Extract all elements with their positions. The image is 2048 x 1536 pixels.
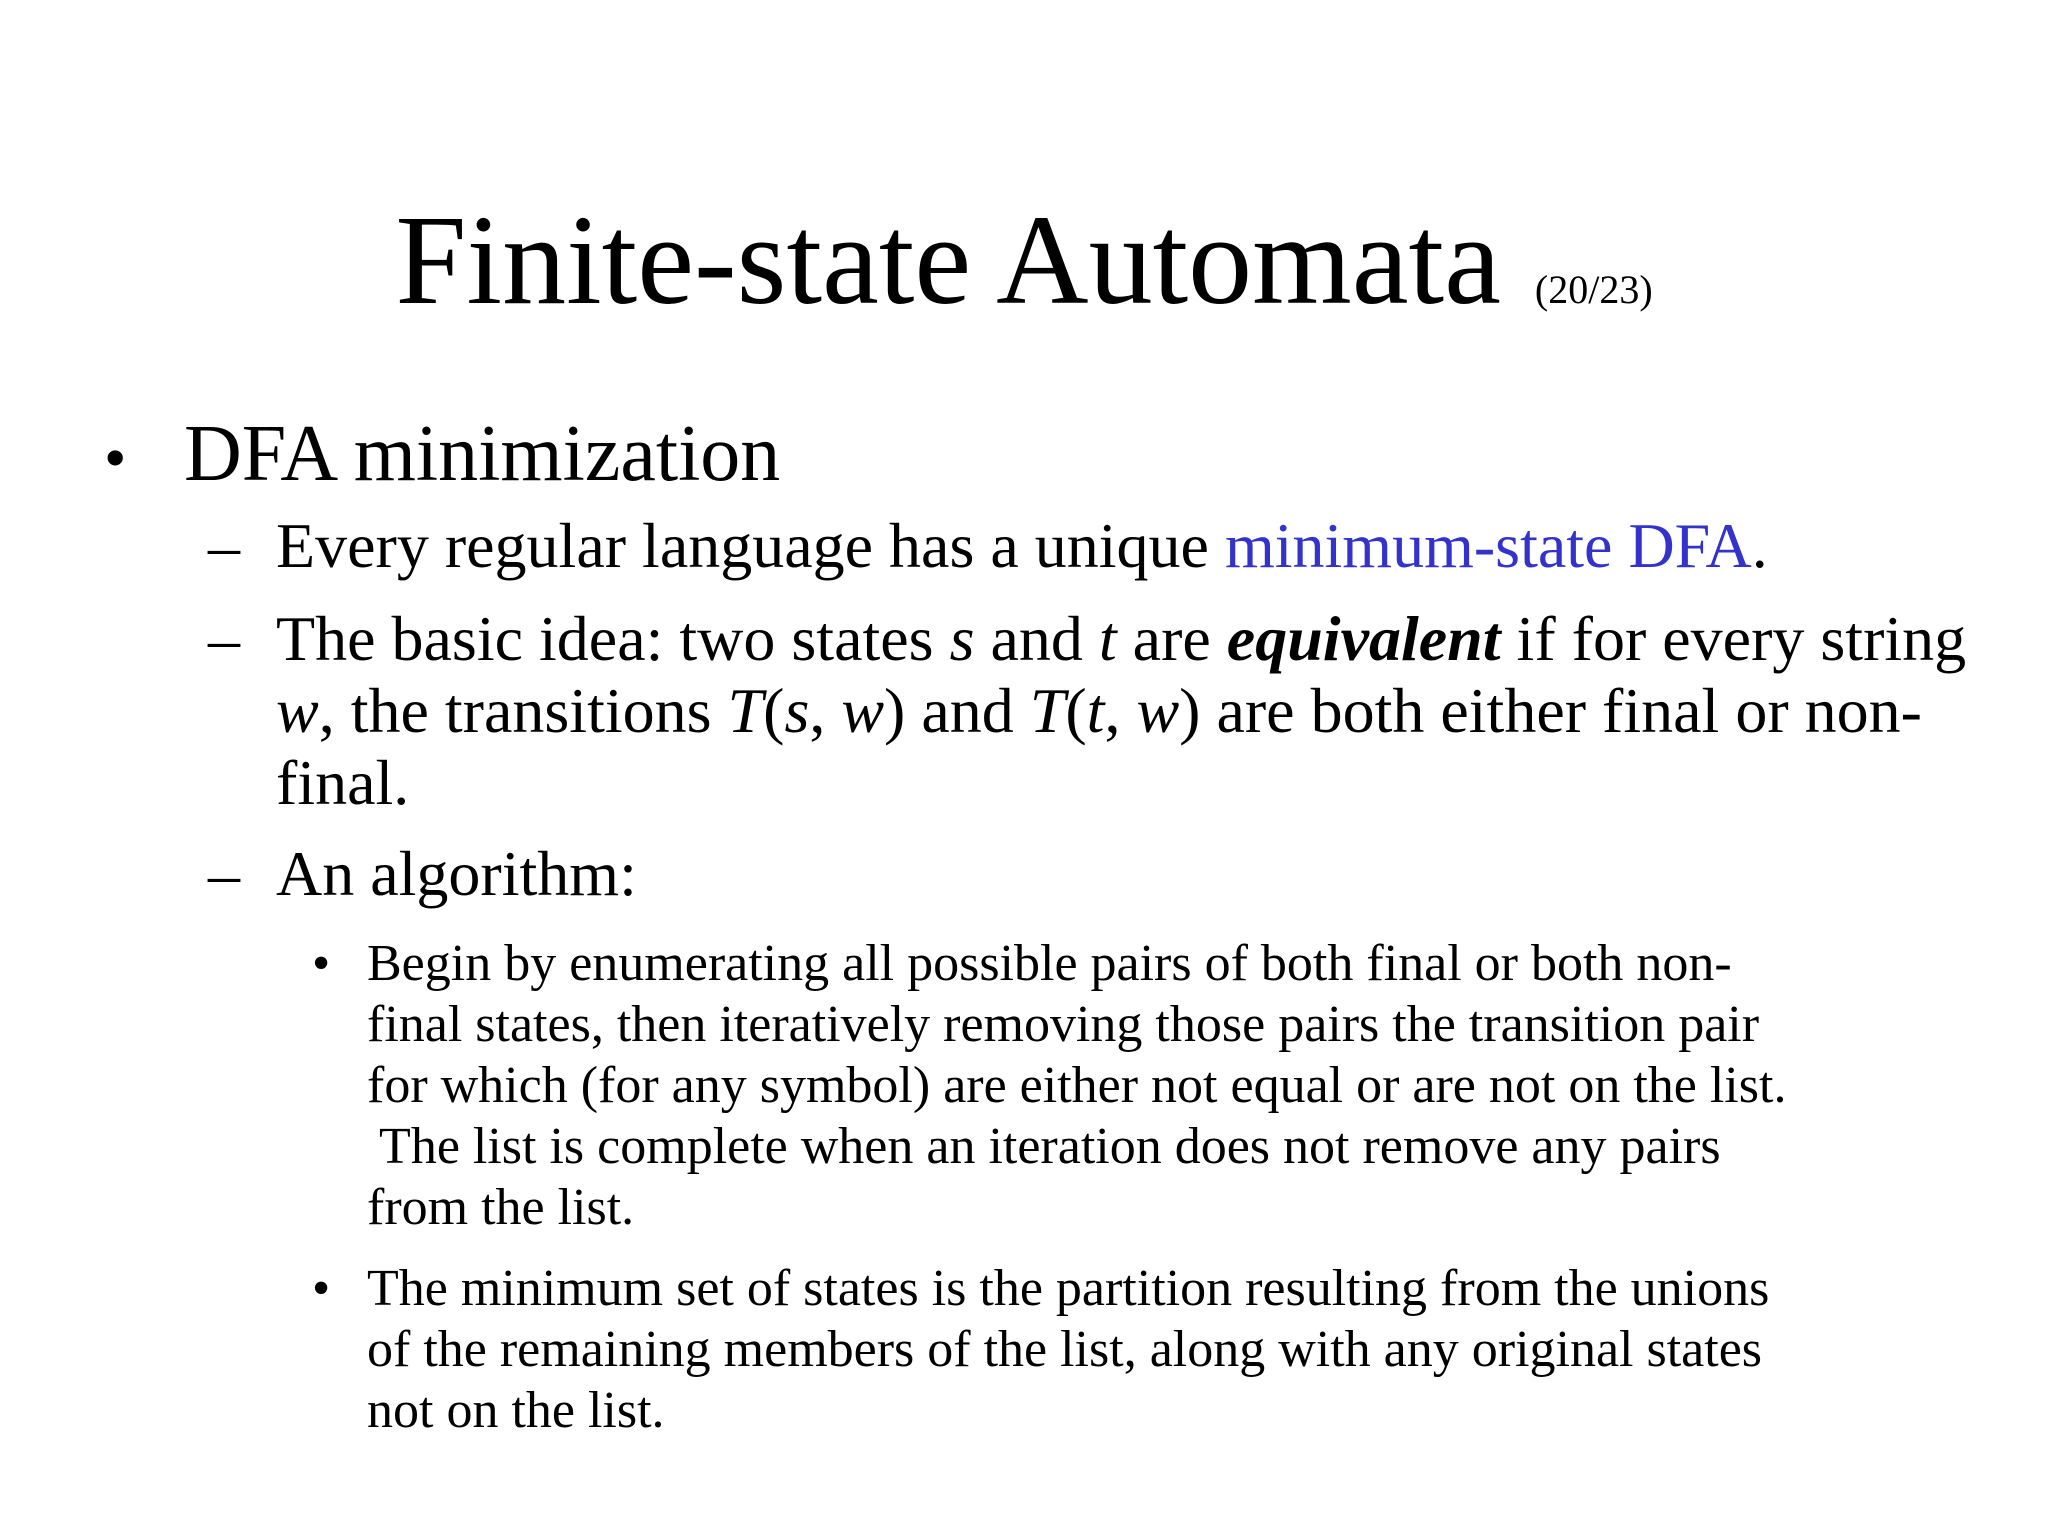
- text-run: ) and: [884, 675, 1030, 746]
- highlight-term: minimum-state DFA: [1224, 510, 1752, 581]
- slide-title: [0, 189, 2048, 331]
- var-t: t: [1086, 675, 1105, 746]
- var-T: T: [1029, 675, 1066, 746]
- subbullet-end: .: [1751, 510, 1768, 581]
- step-line: not on the list.: [367, 1382, 665, 1439]
- subbullet-text: An algorithm:: [276, 838, 637, 909]
- step-line: The list is complete when an iteration does not remove any pairs: [367, 1118, 1721, 1175]
- subbullet-text: [276, 603, 1976, 819]
- dash-marker: –: [208, 510, 240, 581]
- dot-marker: •: [312, 1260, 331, 1317]
- step-line: for which (for any symbol) are either not equal or are not on the list.: [367, 1057, 1787, 1114]
- text-run: (: [1065, 675, 1087, 746]
- step-text: [367, 933, 1967, 1238]
- step-line: from the list.: [367, 1179, 635, 1236]
- text-run: , the transitions: [318, 675, 728, 746]
- subbullet-text: [276, 510, 1976, 582]
- page-indicator: (20/23): [1534, 267, 1653, 312]
- text-run: if for every string: [1500, 603, 1967, 674]
- text-run: The basic idea: two states: [276, 603, 950, 674]
- text-run: are: [1116, 603, 1227, 674]
- var-w: w: [841, 675, 885, 746]
- step-line: Begin by enumerating all possible pairs of both final or both non-: [367, 935, 1732, 992]
- bullet-text: DFA minimization: [184, 410, 781, 498]
- text-run: ,: [1104, 675, 1137, 746]
- term-equivalent: equivalent: [1226, 603, 1501, 674]
- dot-marker: •: [312, 935, 331, 992]
- step-text: [367, 1258, 1967, 1441]
- text-run: and: [974, 603, 1099, 674]
- text-run: ,: [809, 675, 842, 746]
- dash-marker: –: [208, 603, 240, 674]
- var-w: w: [276, 675, 319, 746]
- var-s: s: [784, 675, 810, 746]
- text-run: (: [763, 675, 785, 746]
- var-s: s: [949, 603, 975, 674]
- text-run: ) are both either final or non-final.: [276, 675, 1922, 818]
- step-line: The minimum set of states is the partition resulting from the unions: [367, 1260, 1770, 1317]
- var-t: t: [1098, 603, 1117, 674]
- var-T: T: [727, 675, 764, 746]
- dash-marker: –: [208, 838, 240, 909]
- step-line: of the remaining members of the list, along with any original states: [367, 1321, 1763, 1378]
- step-line: final states, then iteratively removing those pairs the transition pair: [367, 996, 1760, 1053]
- title-text: Finite-state Automata: [395, 189, 1501, 331]
- subbullet-plain: Every regular language has a unique: [276, 510, 1225, 581]
- var-w: w: [1136, 675, 1180, 746]
- bullet-marker: •: [104, 422, 127, 493]
